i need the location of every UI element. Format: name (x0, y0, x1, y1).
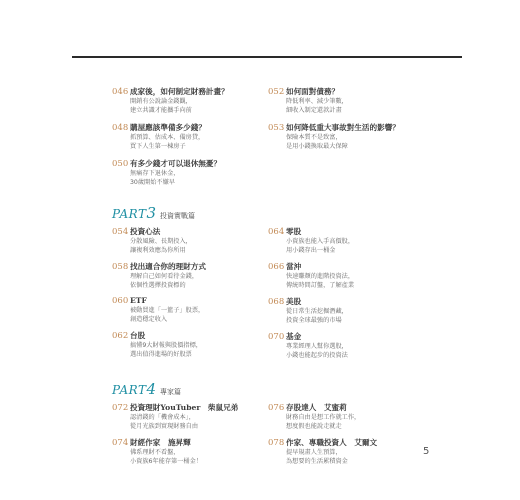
entry-description: 降低利率、減少筆數， (286, 98, 348, 105)
entry-title[interactable]: 基金 (286, 332, 302, 341)
entry-description: 被動買進「一籃子」股票， (130, 307, 205, 314)
toc-column-top-right (268, 86, 458, 158)
entry-title[interactable]: 當沖 (286, 262, 302, 271)
entry-description: 理解自己如何看待金錢， (130, 273, 199, 280)
entry-description: 無痛存下退休金， (130, 170, 180, 177)
entry-description: 抓預算、估成本、備房貸， (130, 134, 205, 141)
entry-description: 從日常生活挖掘潛藏， (286, 308, 348, 315)
toc-entry-heading (268, 331, 458, 342)
entry-description: 佛系理財不看盤， (130, 449, 180, 456)
entry-description: 投資全球最強的市場 (286, 317, 342, 324)
page-ref: 053 (268, 123, 285, 133)
entry-description: 認清錢的「機會成本」， (130, 414, 195, 421)
toc-column-part3-right (268, 226, 458, 366)
entry-title[interactable]: ETF (130, 296, 147, 305)
toc-entry-heading (268, 437, 458, 448)
entry-title[interactable]: 有多少錢才可以退休無憂？ (130, 159, 222, 168)
entry-description: 細收入制定還款計畫 (286, 107, 342, 114)
page-ref: 062 (112, 331, 129, 341)
entry-description: 選出值得進場的好股票 (130, 351, 192, 358)
page-number: 5 (423, 446, 430, 457)
entry-title[interactable]: 成家後，如何制定財務計畫？ (130, 87, 229, 96)
entry-description: 依個性選擇投資標的 (130, 282, 186, 289)
top-rule (72, 56, 462, 58)
toc-entry[interactable] (268, 296, 458, 325)
toc-entry-heading (268, 122, 458, 133)
entry-description: 小資族也能入手高價股， (286, 238, 355, 245)
entry-description: 小資族6年能存第一桶金！ (130, 458, 202, 465)
page-ref: 074 (112, 438, 129, 448)
part4-header (112, 380, 181, 398)
part3-label: PART (112, 207, 147, 221)
entry-title[interactable]: 財經作家 施昇輝 (130, 438, 191, 447)
entry-description: 為想要的生活累積資金 (286, 458, 348, 465)
entry-description: 買下人生第一棟房子 (130, 143, 186, 150)
toc-entry-heading (268, 86, 458, 97)
toc-entry-heading (268, 226, 458, 237)
entry-description: 開銷有公說論金錢觀， (130, 98, 192, 105)
toc-entry[interactable] (268, 261, 458, 290)
page-ref: 072 (112, 403, 129, 413)
page-ref: 078 (268, 438, 285, 448)
entry-title[interactable]: 投資心法 (130, 227, 161, 236)
entry-description: 快速賺顏的進階投資法， (286, 273, 355, 280)
entry-description: 分散風險、長期投入， (130, 238, 192, 245)
toc-entry[interactable] (268, 331, 458, 360)
entry-description: 搞懂9大財報與股價指標， (130, 342, 202, 349)
entry-description: 從月光族到實現財務自由 (130, 423, 199, 430)
toc-entry[interactable] (268, 437, 458, 466)
entry-description: 建立共識才能攜手向前 (130, 107, 192, 114)
entry-description: 想度假也能說走就走 (286, 423, 342, 430)
entry-description: 專業經理人幫你選股， (286, 343, 348, 350)
entry-title[interactable]: 如何降低重大事故對生活的影響？ (286, 123, 400, 132)
entry-description: 財務自由是想工作就工作， (286, 414, 361, 421)
page-ref: 058 (112, 262, 129, 272)
toc-entry[interactable] (112, 158, 302, 187)
entry-description: 讓複利效應為你所用 (130, 247, 186, 254)
entry-title[interactable]: 作家、專職投資人 艾爾文 (286, 438, 378, 447)
toc-entry[interactable] (268, 226, 458, 255)
page-ref: 054 (112, 227, 129, 237)
page-ref: 066 (268, 262, 285, 272)
entry-title[interactable]: 台股 (130, 331, 146, 340)
page-ref: 050 (112, 159, 129, 169)
entry-description: 30歲開始不嫌早 (130, 179, 175, 186)
page-ref: 060 (112, 296, 129, 306)
toc-entry-heading (268, 296, 458, 307)
part4-name: 專家篇 (160, 388, 182, 396)
entry-title[interactable]: 投資理財YouTuber 柴鼠兄弟 (130, 403, 239, 412)
entry-title[interactable]: 存股達人 艾蜜莉 (286, 403, 347, 412)
entry-title[interactable]: 美股 (286, 297, 302, 306)
page-ref: 048 (112, 123, 129, 133)
page-ref: 068 (268, 297, 285, 307)
toc-entry[interactable] (268, 122, 458, 151)
entry-description: 保險本質不是致富， (286, 134, 342, 141)
page-ref: 064 (268, 227, 285, 237)
toc-entry-heading (112, 158, 302, 169)
toc-entry-heading (268, 261, 458, 272)
page-ref: 052 (268, 87, 285, 97)
entry-description: 傳統時間訂盤，了解產業 (286, 282, 355, 289)
entry-title[interactable]: 購屋應該準備多少錢？ (130, 123, 206, 132)
entry-title[interactable]: 零股 (286, 227, 302, 236)
entry-title[interactable]: 如何面對債務？ (286, 87, 340, 96)
part3-header (112, 204, 195, 222)
page-ref: 046 (112, 87, 129, 97)
part4-label: PART (112, 383, 147, 397)
entry-description: 提早規畫人生預算， (286, 449, 342, 456)
toc-column-part4-right (268, 402, 458, 472)
entry-description: 是用小錢換取最大保障 (286, 143, 348, 150)
toc-entry-heading (268, 402, 458, 413)
entry-description: 小錢也能起步的投資法 (286, 352, 348, 359)
entry-description: 用小錢存出一桶金 (286, 247, 336, 254)
toc-entry[interactable] (268, 86, 458, 115)
page-ref: 076 (268, 403, 285, 413)
toc-entry[interactable] (268, 402, 458, 431)
entry-title[interactable]: 找出適合你的理財方式 (130, 262, 206, 271)
part3-name: 投資實戰篇 (160, 212, 196, 220)
page-ref: 070 (268, 332, 285, 342)
entry-description: 創造穩定收入 (130, 316, 168, 323)
part4-number: 4 (146, 380, 157, 398)
part3-number: 3 (146, 204, 157, 222)
